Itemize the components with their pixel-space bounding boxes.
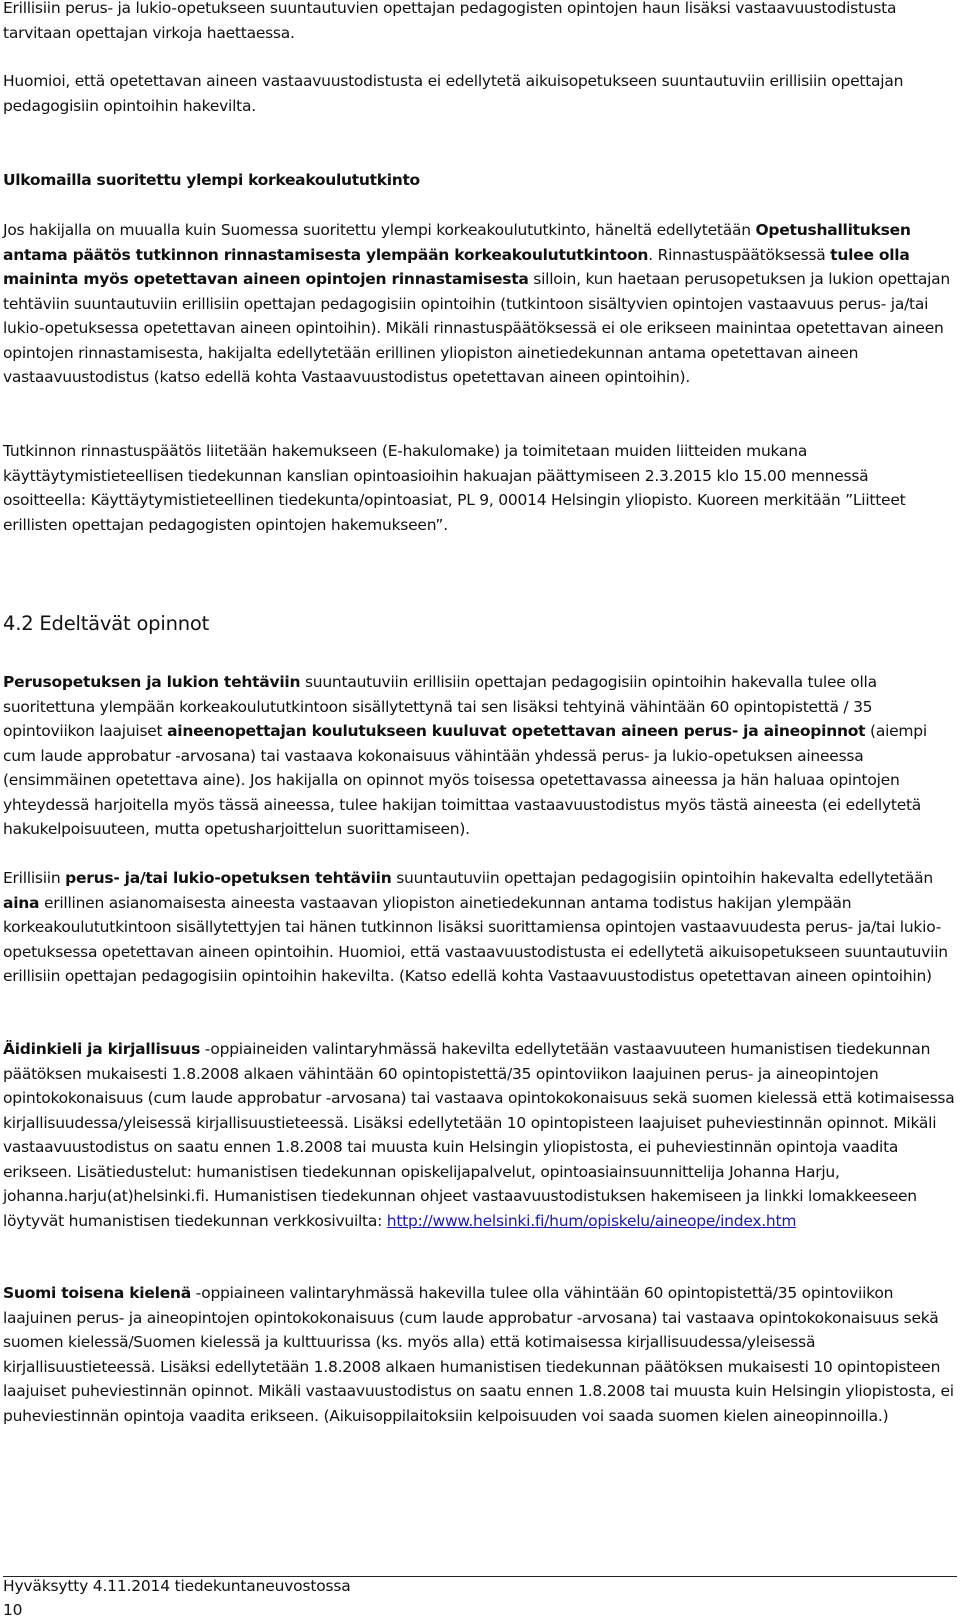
prior-studies-paragraph-finnish-second-language: Suomi toisena kielenä -oppiaineen valintaryhmässä hakevilla tulee olla vähintään 60 opintopistettä/35 opintoviikon laajuinen perus- ja aineopintojen opintokokonaisuus (cum laude approbatur -arvosana) tai vastaava opintokokonaisuus sekä suomen kielessä/Suomen kielessä ja kulttuurissa (ks. myös alla) että kotimaisessa kirjallisuudessa/yleisessä kirjallisuustieteessä. Lisäksi edellytetään 1.8.2008 alkaen humanistisen tiedekunnan päätöksen mukaisesti 10 opintopisteen laajuiset puheviestinnän opinnot. Mikäli vastaavuustodistus on saatu ennen 1.8.2008 tai muusta kuin Helsingin yliopistosta, ei puheviestinnän opintoja vaadita erikseen. (Aikuisoppilaitoksiin kelpoisuuden voi saada suomen kielen aineopinnoilla.) bbox=[3, 1284, 954, 1425]
humanities-faculty-link[interactable]: http://www.helsinki.fi/hum/opiskelu/aineope/index.htm bbox=[386, 1211, 797, 1230]
prior-studies-paragraph-finnish-literature: Äidinkieli ja kirjallisuus -oppiaineiden valintaryhmässä hakevilta edellytetään vastaavuuteen humanistisen tiedekunnan päätöksen mukaisesti 1.8.2008 alkaen vähintään 60 opintopistettä/35 opintoviikon laajuinen perus- ja aineopintojen opintokokonaisuus (cum laude approbatur -arvosana) tai vastaava opintokokonaisuus sekä suomen kielessä että kotimaisessa kirjallisuudessa/yleisessä kirjallisuustieteessä. Lisäksi edellytetään 10 opintopisteen laajuiset puheviestinnän opinnot. Mikäli vastaavuustodistus on saatu ennen 1.8.2008 tai muusta kuin Helsingin yliopistosta, ei puheviestinnän opintoja vaadita erikseen. Lisätiedustelut: humanistisen tiedekunnan opiskelijapalvelut, opintoasiainsuunnittelija Johanna Harju, johanna.harju(at)helsinki.fi. Humanistisen tiedekunnan ohjeet vastaavuustodistuksen hakemiseen ja linkki lomakkeeseen löytyvät humanistisen tiedekunnan verkkosivuilta: http://www.helsinki.fi/hum/opiskelu/aineope/index.htm bbox=[3, 1040, 955, 1230]
prior-studies-paragraph-2: Erillisiin perus- ja/tai lukio-opetuksen tehtäviin suuntautuviin opettajan pedagogisiin opintoihin hakevalta edellytetään aina erillinen asianomaisesta aineesta vastaavan yliopiston ainetiedekunnan antama todistus hakijan ylempään korkeakoulututkintoon sisällytettyjen tai hänen tutkinnon lisäksi suorittamiensa opintojen vastaavuudesta perus- ja/tai lukio-opetuksessa opetettavan aineen opintoihin. Huomioi, että vastaavuustodistusta ei edellytetä aikuisopetukseen suuntautuviin erillisiin opettajan pedagogisiin opintoihin hakevilta. (Katso edellä kohta Vastaavuustodistus opetettavan aineen opintoihin) bbox=[3, 869, 948, 985]
footer-approval-note: Hyväksytty 4.11.2014 tiedekuntaneuvostossa bbox=[3, 1577, 351, 1595]
intro-paragraph-1: Erillisiin perus- ja lukio-opetukseen suuntautuvien opettajan pedagogisten opintojen haun lisäksi vastaavuustodistusta tarvitaan opettajan virkoja haettaessa. bbox=[3, 0, 897, 42]
intro-paragraph-2: Huomioi, että opetettavan aineen vastaavuustodistusta ei edellytetä aikuisopetukseen suuntautuviin erillisiin opettajan pedagogisiin opintoihin hakevilta. bbox=[3, 72, 904, 115]
prior-studies-paragraph-1: Perusopetuksen ja lukion tehtäviin suuntautuviin erillisiin opettajan pedagogisiin opintoihin hakevalla tulee olla suoritettuna ylempään korkeakoulututkintoon sisällytettynä tai sen lisäksi tehtyinä vähintään 60 opintopistettä / 35 opintoviikon laajuiset aineenopettajan koulutukseen kuuluvat opetettavan aineen perus- ja aineopinnot (aiempi cum laude approbatur -arvosana) tai vastaava kokonaisuus vähintään yhdessä perus- ja lukio-opetuksen aineessa (ensimmäinen opetettava aine). Jos hakijalla on opinnot myös toisessa opetettavassa aineessa ja hän haluaa opintojen yhteydessä harjoitella myös tässä aineessa, tulee hakijan toimittaa vastaavuustodistus myös tästä aineesta (ei edellytetä hakukelpoisuuteen, mutta opetusharjoittelun suorittamiseen). bbox=[3, 673, 927, 838]
foreign-degree-paragraph-2: Tutkinnon rinnastuspäätös liitetään hakemukseen (E-hakulomake) ja toimitetaan muiden liitteiden mukana käyttäytymistieteellisen tiedekunnan kanslian opintoasioihin hakuajan päättymiseen 2.3.2015 klo 15.00 mennessä osoitteella: Käyttäytymistieteellinen tiedekunta/opintoasiat, PL 9, 00014 Helsingin yliopisto. Kuoreen merkitään ”Liitteet erillisten opettajan pedagogisten opintojen hakemukseen”. bbox=[3, 442, 906, 534]
foreign-degree-paragraph-1: Jos hakijalla on muualla kuin Suomessa suoritettu ylempi korkeakoulututkinto, häneltä edellytetään Opetushallituksen antama päätös tutkinnon rinnastamisesta ylempään korkeakoulututkintoon. Rinnastuspäätöksessä tulee olla maininta myös opetettavan aineen opintojen rinnastamisesta silloin, kun haetaan perusopetuksen ja lukion opettajan tehtäviin suuntautuviin erillisiin opettajan pedagogisiin opintoihin (tutkintoon sisältyvien opintojen vastaavuus perus- ja/tai lukio-opetuksessa opetettavan aineen opintoihin). Mikäli rinnastuspäätöksessä ei ole erikseen mainintaa opetettavan aineen opintojen rinnastamisesta, hakijalta edellytetään erillinen yliopiston ainetiedekunnan antama opetettavan aineen vastaavuustodistus (katso edellä kohta Vastaavuustodistus opetettavan aineen opintoihin). bbox=[3, 221, 951, 386]
footer-page-number: 10 bbox=[3, 1601, 23, 1619]
section-heading-prior-studies: 4.2 Edeltävät opinnot bbox=[3, 612, 210, 635]
section-heading-foreign-degree: Ulkomailla suoritettu ylempi korkeakoulututkinto bbox=[3, 171, 420, 189]
